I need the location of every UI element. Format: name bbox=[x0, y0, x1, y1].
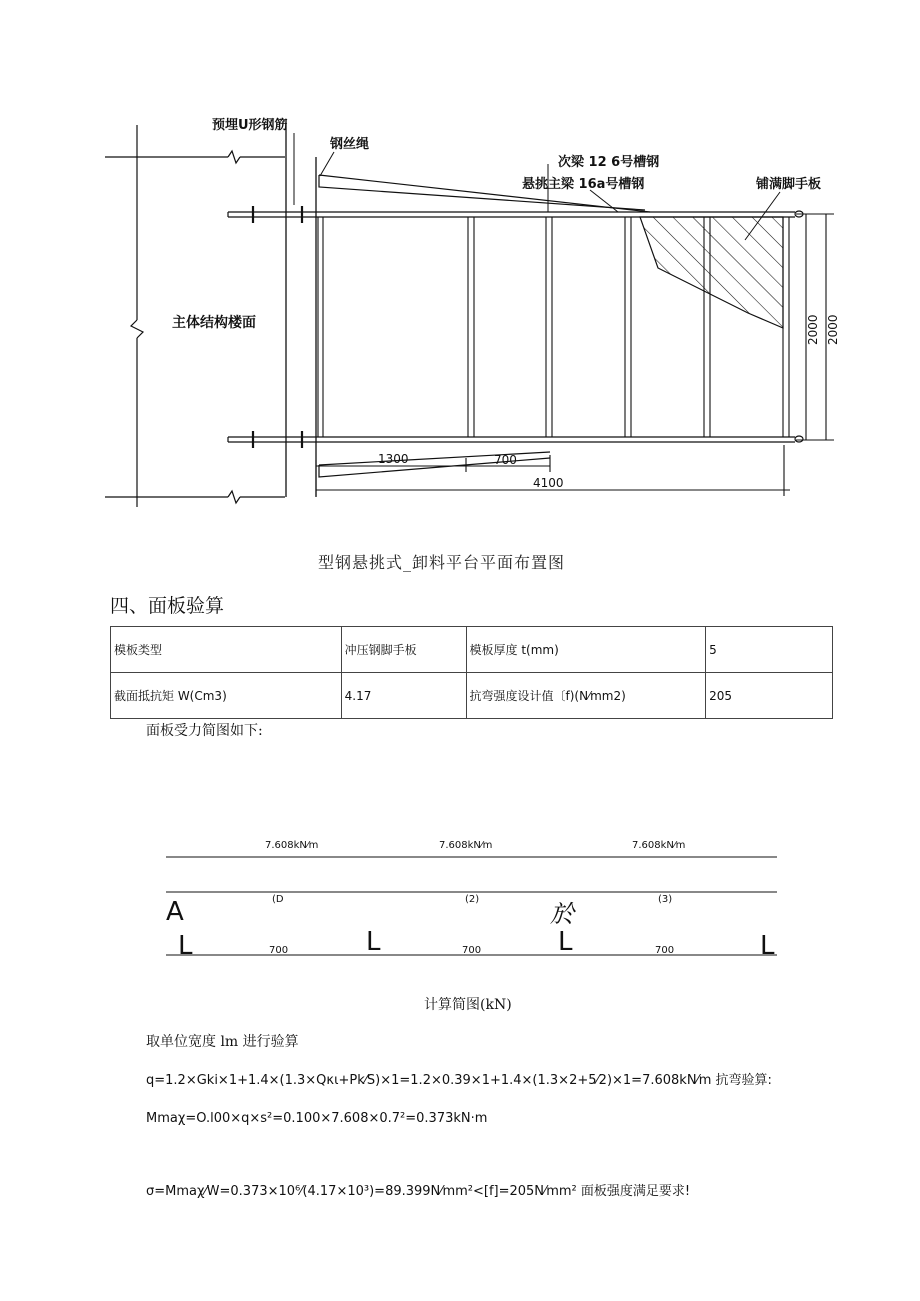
span-id-3: (3) bbox=[658, 894, 673, 905]
main-beam-bottom bbox=[228, 437, 795, 442]
span-id-1: (D bbox=[272, 894, 284, 905]
label-secondary-beam: 次梁 12 6号槽钢 bbox=[558, 155, 660, 170]
drawing-caption: 型钢悬挑式_卸料平台平面布置图 bbox=[318, 553, 566, 572]
calc-q: q=1.2×Gki×1+1.4×(1.3×Qκι+Pk⁄S)×1=1.2×0.39×1+1.4×(1.3×2+5⁄2)×1=7.608kN⁄m 抗弯验算: bbox=[146, 1073, 772, 1088]
label-embedded-u-bar: 预埋U形钢筋 bbox=[212, 118, 288, 133]
stray-glyph: 於 bbox=[550, 900, 574, 928]
table-row bbox=[111, 673, 833, 719]
param-table bbox=[110, 626, 833, 719]
unit-width-text: 取单位宽度 lm 进行验算 bbox=[146, 1034, 299, 1050]
table-cell: 4.17 bbox=[341, 673, 466, 719]
beam-load-diagram bbox=[150, 830, 790, 965]
label-wire-rope: 钢丝绳 bbox=[330, 137, 370, 152]
support-symbol-1: L bbox=[178, 931, 193, 961]
support-symbol-4: L bbox=[760, 931, 775, 961]
dim-2000-outer: 2000 bbox=[826, 314, 840, 345]
label-scaffold-board: 铺满脚手板 bbox=[756, 177, 822, 192]
span-id-2: (2) bbox=[465, 894, 480, 905]
beam-end-marks bbox=[795, 211, 803, 442]
table-cell: 5 bbox=[706, 627, 833, 673]
span-length-3: 700 bbox=[655, 945, 675, 956]
calc-mmax: Mmaχ=O.l00×q×s²=0.100×7.608×0.7²=0.373kN·m bbox=[146, 1111, 488, 1126]
dim-2000-inner: 2000 bbox=[806, 314, 820, 345]
load-label-1: 7.608kN⁄m bbox=[265, 840, 319, 851]
table-cell: 抗弯强度设计值〔f)(N⁄mm2) bbox=[466, 673, 706, 719]
scaffold-board-hatch bbox=[640, 217, 783, 328]
span-length-1: 700 bbox=[269, 945, 289, 956]
support-symbol-2: L bbox=[366, 927, 381, 957]
load-label-2: 7.608kN⁄m bbox=[439, 840, 493, 851]
table-cell: 冲压钢脚手板 bbox=[341, 627, 466, 673]
support-symbol-a: A bbox=[166, 897, 184, 927]
table-row bbox=[111, 627, 833, 673]
load-label-3: 7.608kN⁄m bbox=[632, 840, 686, 851]
table-cell: 模板厚度 t(mm) bbox=[466, 627, 706, 673]
label-floor: 主体结构楼面 bbox=[172, 315, 256, 331]
table-cell: 205 bbox=[706, 673, 833, 719]
span-length-2: 700 bbox=[462, 945, 482, 956]
wire-ropes bbox=[319, 175, 650, 477]
dim-1300: 1300 bbox=[378, 452, 409, 466]
break-line-top bbox=[105, 151, 285, 163]
section-title: 四、面板验算 bbox=[110, 595, 225, 617]
table-cell: 模板类型 bbox=[111, 627, 342, 673]
table-cell: 截面抵抗矩 W(Cm3) bbox=[111, 673, 342, 719]
break-line-bottom bbox=[105, 491, 285, 503]
dim-700: 700 bbox=[494, 453, 517, 467]
label-main-beam: 悬挑主梁 16a号槽钢 bbox=[522, 177, 645, 192]
dim-4100: 4100 bbox=[533, 476, 564, 490]
diagram-caption: 计算简图(kN) bbox=[424, 997, 512, 1013]
diagram-intro: 面板受力简图如下: bbox=[146, 723, 263, 739]
break-line-left bbox=[131, 125, 143, 507]
support-symbol-3: L bbox=[558, 927, 573, 957]
calc-sigma: σ=Mmaχ⁄W=0.373×10⁶⁄(4.17×10³)=89.399N⁄mm²<[f]=205N⁄mm² 面板强度满足要求! bbox=[146, 1184, 691, 1199]
main-beam-top bbox=[228, 212, 795, 217]
u-bar-anchors bbox=[253, 206, 302, 448]
platform-plan-drawing bbox=[0, 0, 920, 540]
